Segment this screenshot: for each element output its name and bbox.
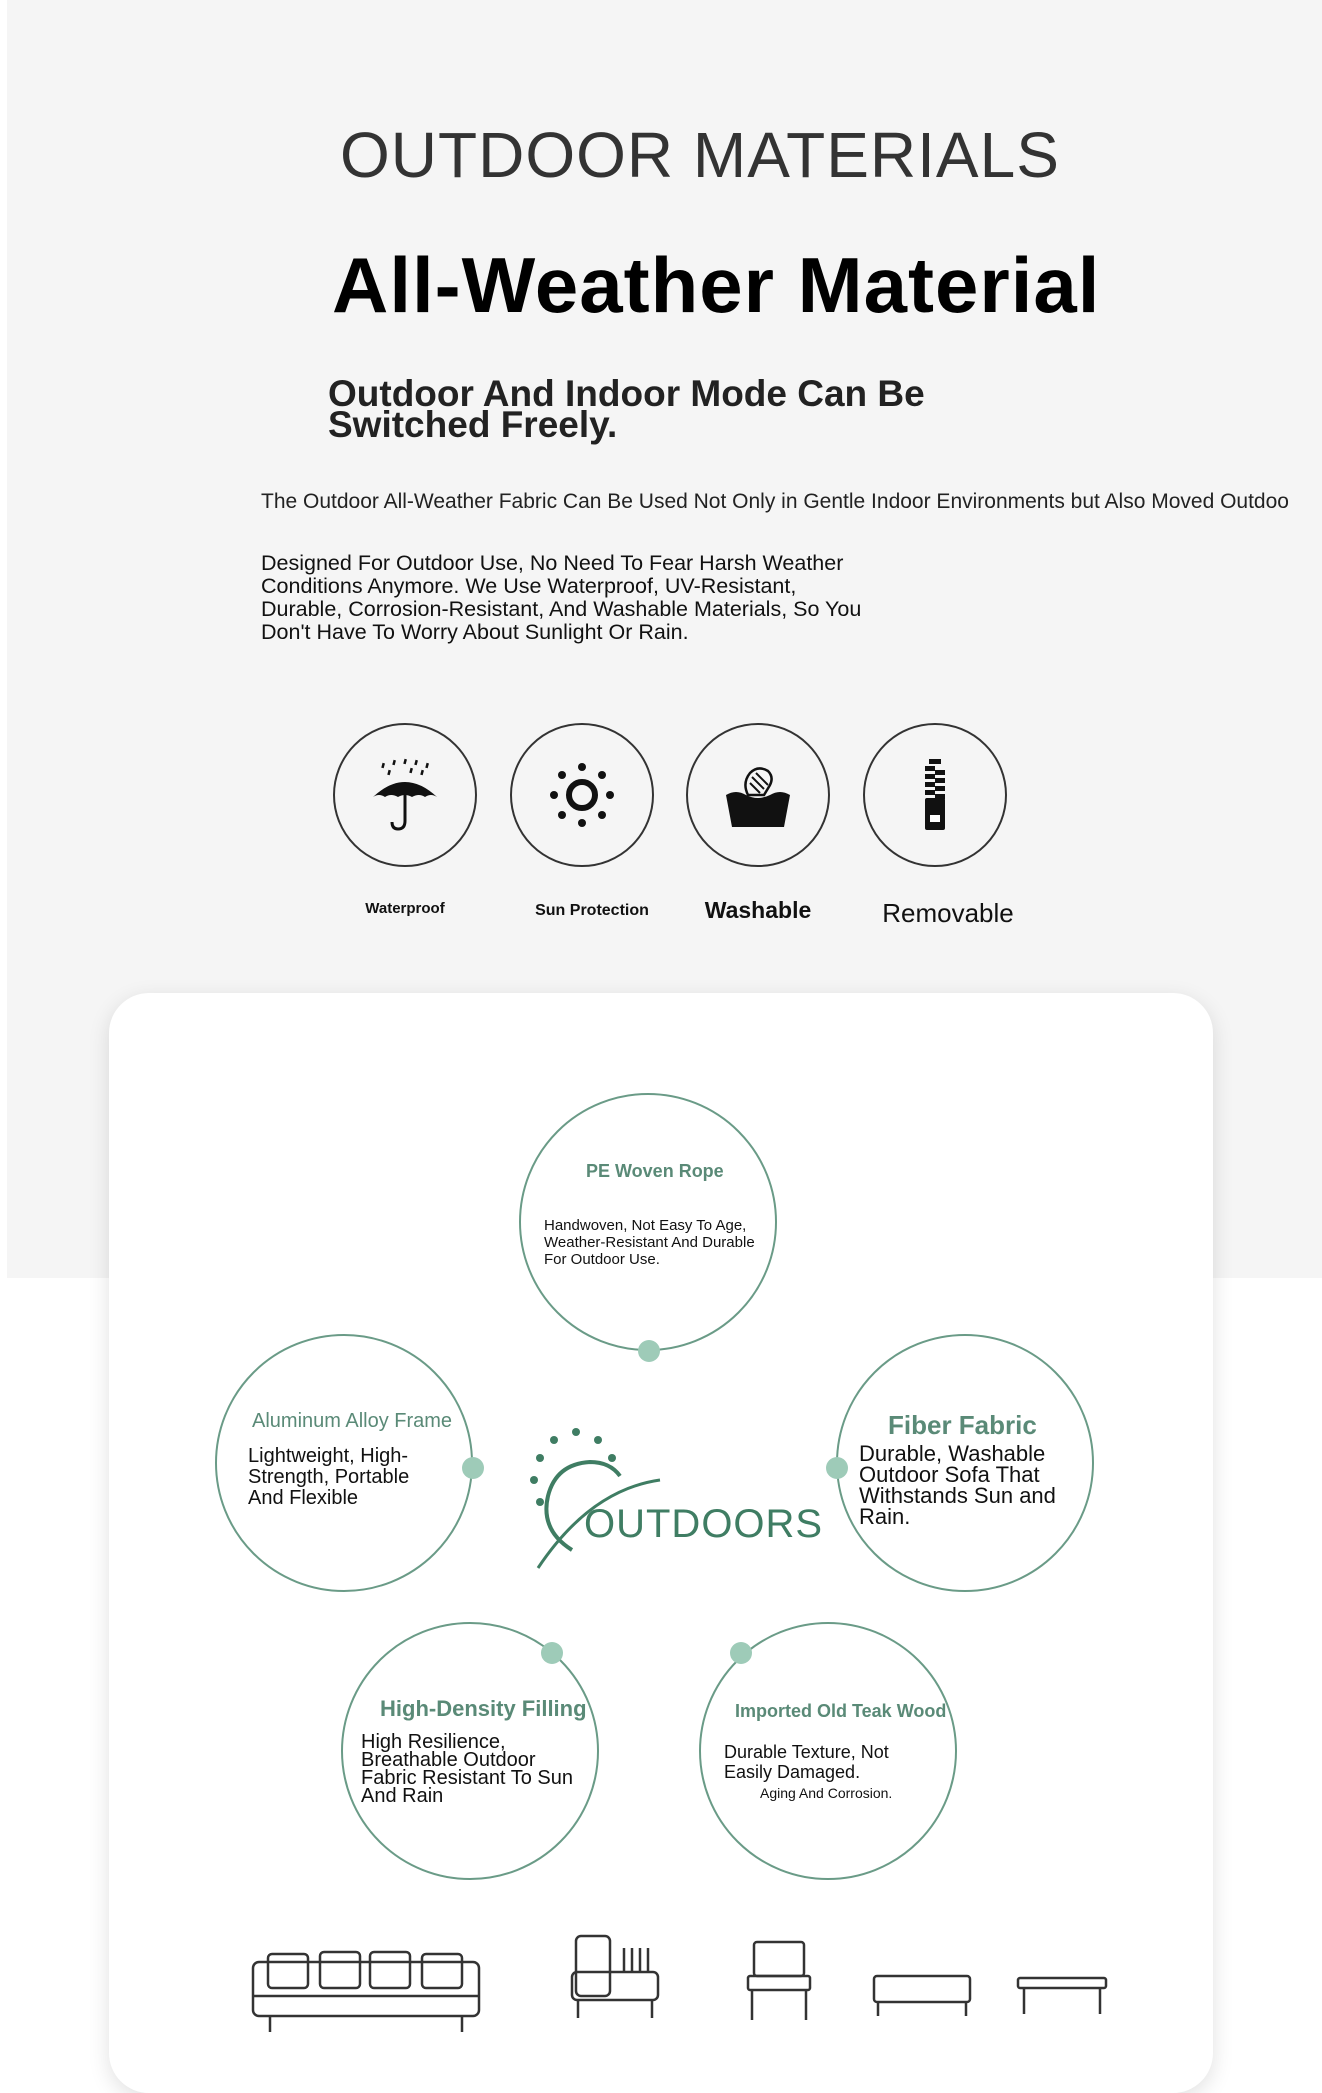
material-desc-fiber: Durable, Washable Outdoor Sofa That Withstands Sun and Rain. bbox=[859, 1441, 1056, 1529]
dining-chair-icon bbox=[744, 1938, 814, 2027]
sun-swoosh-logo-icon bbox=[510, 1420, 824, 1570]
material-desc-filling: High Resilience, Breathable Outdoor Fabric Resistant To Sun And Rain bbox=[361, 1731, 573, 1807]
logo-text: OUTDOORS bbox=[584, 1502, 824, 1546]
connector-dot bbox=[462, 1457, 484, 1479]
material-desc-aluminum: Lightweight, High-Strength, Portable And Flexible bbox=[248, 1445, 410, 1509]
connector-dot bbox=[730, 1642, 752, 1664]
feature-label-removable: Removable bbox=[882, 898, 1014, 928]
coffee-table-icon bbox=[1014, 1974, 1110, 2023]
feature-label-sun-protection: Sun Protection bbox=[535, 902, 649, 919]
material-desc-pe-rope: Handwoven, Not Easy To Age, Weather-Resistant And Durable For Outdoor Use. bbox=[544, 1217, 755, 1268]
connector-dot bbox=[638, 1340, 660, 1362]
material-title-filling: High-Density Filling bbox=[380, 1696, 587, 1721]
zipper-icon bbox=[863, 723, 1007, 867]
material-desc-teak: Durable Texture, Not Easily Damaged. bbox=[724, 1742, 889, 1782]
sofa-icon bbox=[250, 1950, 482, 2041]
feature-label-waterproof: Waterproof bbox=[365, 900, 445, 917]
material-title-pe-rope: PE Woven Rope bbox=[586, 1161, 724, 1181]
umbrella-rain-icon bbox=[333, 723, 477, 867]
intro-text: The Outdoor All-Weather Fabric Can Be Used Not Only in Gentle Indoor Environments but Also Moved Outdoo bbox=[261, 490, 1289, 513]
material-title-teak: Imported Old Teak Wood bbox=[735, 1701, 947, 1721]
feature-label-washable: Washable bbox=[704, 897, 812, 923]
connector-dot bbox=[541, 1642, 563, 1664]
hand-wash-icon bbox=[686, 723, 830, 867]
description-text: Designed For Outdoor Use, No Need To Fear Harsh Weather Conditions Anymore. We Use Waterproof, UV-Resistant, Durable, Corrosion-Resistant, And Washable Materials, So You Don't Have To Worry About Sunlight Or Rain. bbox=[261, 551, 862, 644]
material-title-aluminum: Aluminum Alloy Frame bbox=[252, 1410, 453, 1432]
connector-dot bbox=[826, 1457, 848, 1479]
subheading: Outdoor And Indoor Mode Can Be Switched Freely. bbox=[328, 373, 925, 445]
armchair-icon bbox=[568, 1932, 664, 2027]
page-title: OUTDOOR MATERIALS bbox=[340, 119, 1060, 191]
headline: All-Weather Material bbox=[332, 241, 1101, 329]
material-title-fiber: Fiber Fabric bbox=[888, 1410, 1037, 1440]
sun-icon bbox=[510, 723, 654, 867]
ottoman-icon bbox=[870, 1972, 974, 2025]
material-desc-teak-extra: Aging And Corrosion. bbox=[760, 1785, 893, 1801]
